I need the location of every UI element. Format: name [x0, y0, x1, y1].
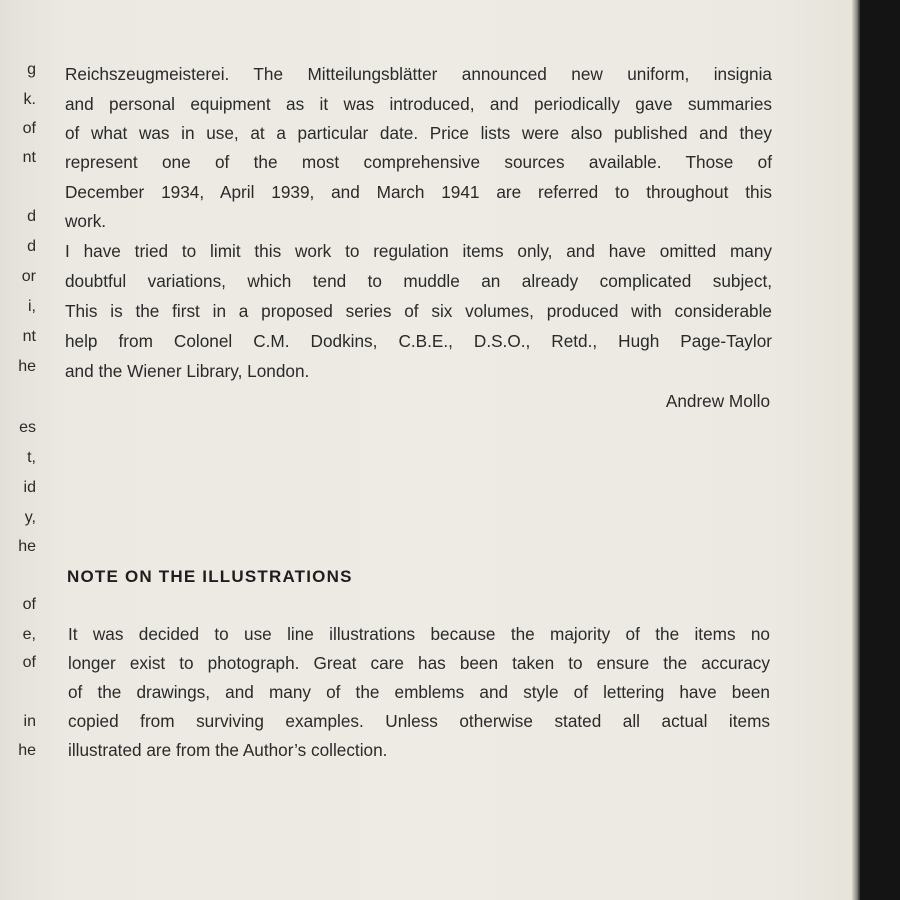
body-line: It was decided to use line illustrations because the majority of the items no — [68, 624, 770, 644]
fragment-line: e, — [22, 626, 36, 643]
fragment-line: t, — [27, 449, 36, 466]
body-line: Reichszeugmeisterei. The Mitteilungsblätter announced new uniform, insignia — [65, 64, 772, 84]
fragment-line: nt — [22, 149, 36, 166]
body-line: December 1934, April 1939, and March 1941 are referred to throughout this — [65, 182, 772, 202]
fragment-line: of — [22, 120, 36, 137]
body-line: and the Wiener Library, London. — [65, 361, 310, 381]
body-line: I have tried to limit this work to regulation items only, and have omitted many — [65, 241, 772, 261]
fragment-line: nt — [22, 328, 36, 345]
fragment-line: or — [21, 268, 36, 285]
body-line: of what was in use, at a particular date. Price lists were also published and they — [65, 123, 772, 143]
fragment-line: id — [23, 479, 36, 496]
fragment-line: k. — [23, 91, 36, 108]
body-line: doubtful variations, which tend to muddle an already complicated subject, — [65, 271, 772, 291]
fragment-line: of — [22, 596, 36, 613]
body-line: copied from surviving examples. Unless otherwise stated all actual items — [68, 711, 770, 731]
body-line: and personal equipment as it was introduced, and periodically gave summaries — [65, 94, 772, 114]
body-line: longer exist to photograph. Great care has been taken to ensure the accuracy — [68, 653, 770, 673]
fragment-line: i, — [28, 298, 36, 315]
fragment-line: g — [27, 61, 36, 78]
fragment-line: d — [27, 238, 36, 255]
fragment-line: es — [19, 419, 36, 436]
dark-background — [860, 0, 900, 900]
author-signature: Andrew Mollo — [665, 391, 770, 411]
fragment-line: y, — [24, 509, 36, 526]
fragment-line: he — [18, 742, 36, 759]
body-line: represent one of the most comprehensive sources available. Those of — [65, 152, 772, 172]
fragment-line: he — [18, 538, 36, 555]
body-line: of the drawings, and many of the emblems and style of lettering have been — [68, 682, 770, 702]
fragment-line: d — [27, 208, 36, 225]
body-line: work. — [65, 211, 107, 231]
fragment-line: he — [18, 358, 36, 375]
facing-page-fragments — [0, 0, 40, 900]
section-heading: NOTE ON THE ILLUSTRATIONS — [67, 567, 353, 586]
page-edge-shadow — [852, 0, 860, 900]
fragment-line: in — [23, 713, 36, 730]
body-line: help from Colonel C.M. Dodkins, C.B.E., D.S.O., Retd., Hugh Page-Taylor — [65, 331, 772, 351]
body-line: This is the first in a proposed series of six volumes, produced with considerable — [65, 301, 772, 321]
fragment-line: of — [22, 654, 36, 671]
body-line: illustrated are from the Author’s collection. — [68, 740, 388, 760]
